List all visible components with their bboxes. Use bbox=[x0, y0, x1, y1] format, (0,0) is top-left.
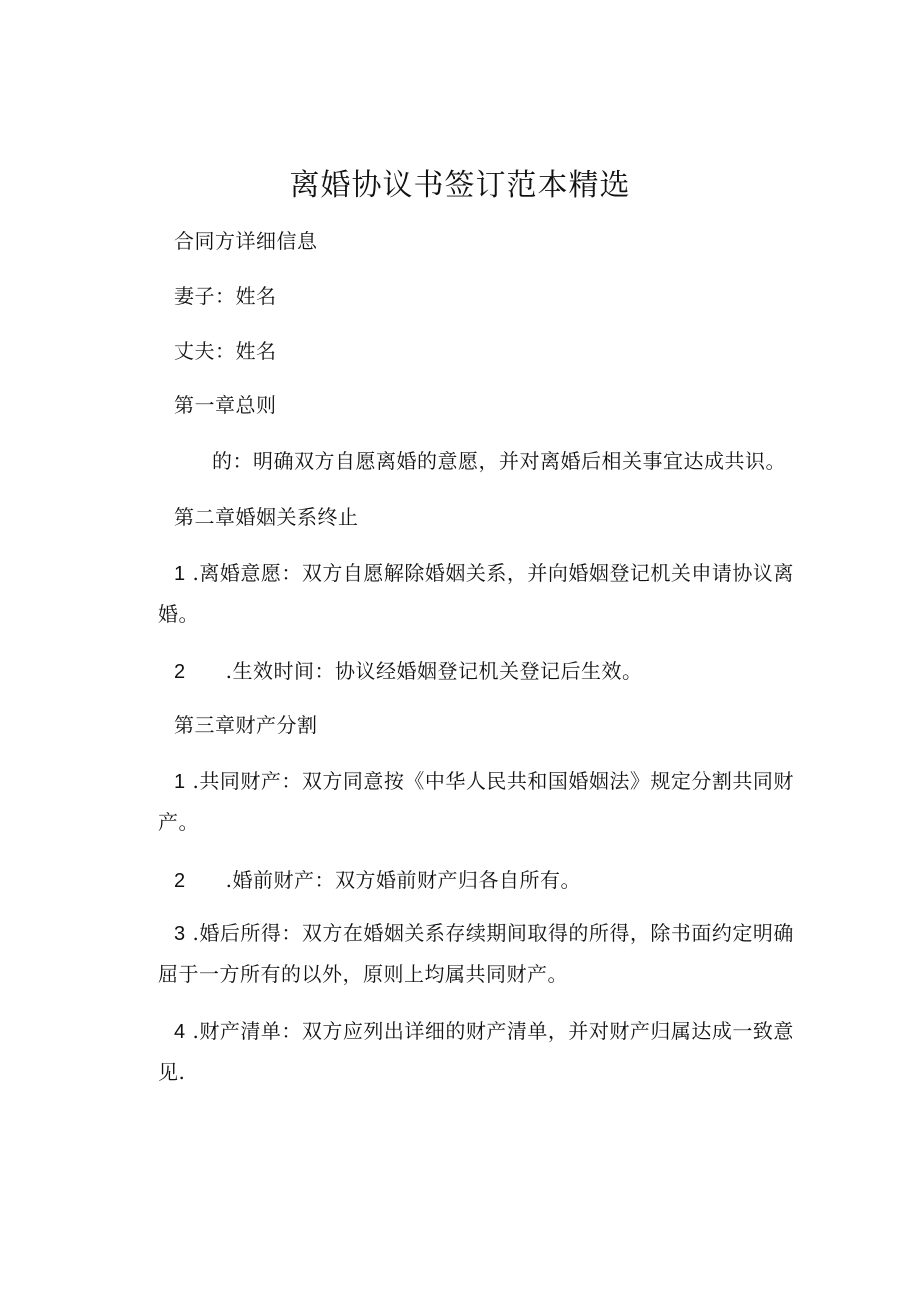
clause-3-4 bbox=[158, 1011, 814, 1092]
clause-text: .生效时间：协议经婚姻登记机关登记后生效。 bbox=[225, 659, 643, 683]
clause-text: .婚后所得：双方在婚姻关系存续期间取得的所得，除书面约定明确 bbox=[192, 921, 794, 945]
clause-3-1 bbox=[158, 761, 814, 842]
document-title: 离婚协议书签订范本精选 bbox=[289, 168, 631, 203]
clause-2-1 bbox=[158, 553, 814, 634]
chapter-1-heading: 第一章总则 bbox=[174, 393, 277, 417]
clause-number: 2 bbox=[174, 661, 186, 683]
clause-text: .财产清单：双方应列出详细的财产清单，并对财产归属达成一致意 bbox=[192, 1019, 794, 1043]
party-info-heading: 合同方详细信息 bbox=[174, 229, 318, 253]
clause-text: .婚前财产：双方婚前财产归各自所有。 bbox=[225, 868, 581, 892]
clause-text-continued: 屈于一方所有的以外，原则上均属共同财产。 bbox=[158, 962, 568, 986]
clause-number: 2 bbox=[174, 870, 186, 892]
clause-number: 1 bbox=[174, 563, 186, 585]
husband-line: 丈夫：姓名 bbox=[174, 339, 277, 363]
clause-text: .共同财产：双方同意按《中华人民共和国婚姻法》规定分割共同财 bbox=[192, 769, 794, 793]
clause-text-continued: 婚。 bbox=[158, 602, 199, 626]
chapter-2-heading: 第二章婚姻关系终止 bbox=[174, 505, 359, 529]
clause-text-continued: 见. bbox=[158, 1060, 186, 1084]
clause-text: .离婚意愿：双方自愿解除婚姻关系，并向婚姻登记机关申请协议离 bbox=[192, 561, 794, 585]
chapter-3-heading: 第三章财产分割 bbox=[174, 713, 318, 737]
wife-line: 妻子：姓名 bbox=[174, 284, 277, 308]
clause-2-2 bbox=[174, 651, 804, 692]
purpose-paragraph: 的：明确双方自愿离婚的意愿，并对离婚后相关事宜达成共识。 bbox=[212, 449, 786, 473]
clause-text-continued: 产。 bbox=[158, 810, 199, 834]
clause-number: 1 bbox=[174, 771, 186, 793]
clause-number: 4 bbox=[174, 1021, 186, 1043]
clause-3-2 bbox=[174, 860, 804, 901]
clause-number: 3 bbox=[174, 923, 186, 945]
clause-3-3 bbox=[158, 913, 814, 994]
